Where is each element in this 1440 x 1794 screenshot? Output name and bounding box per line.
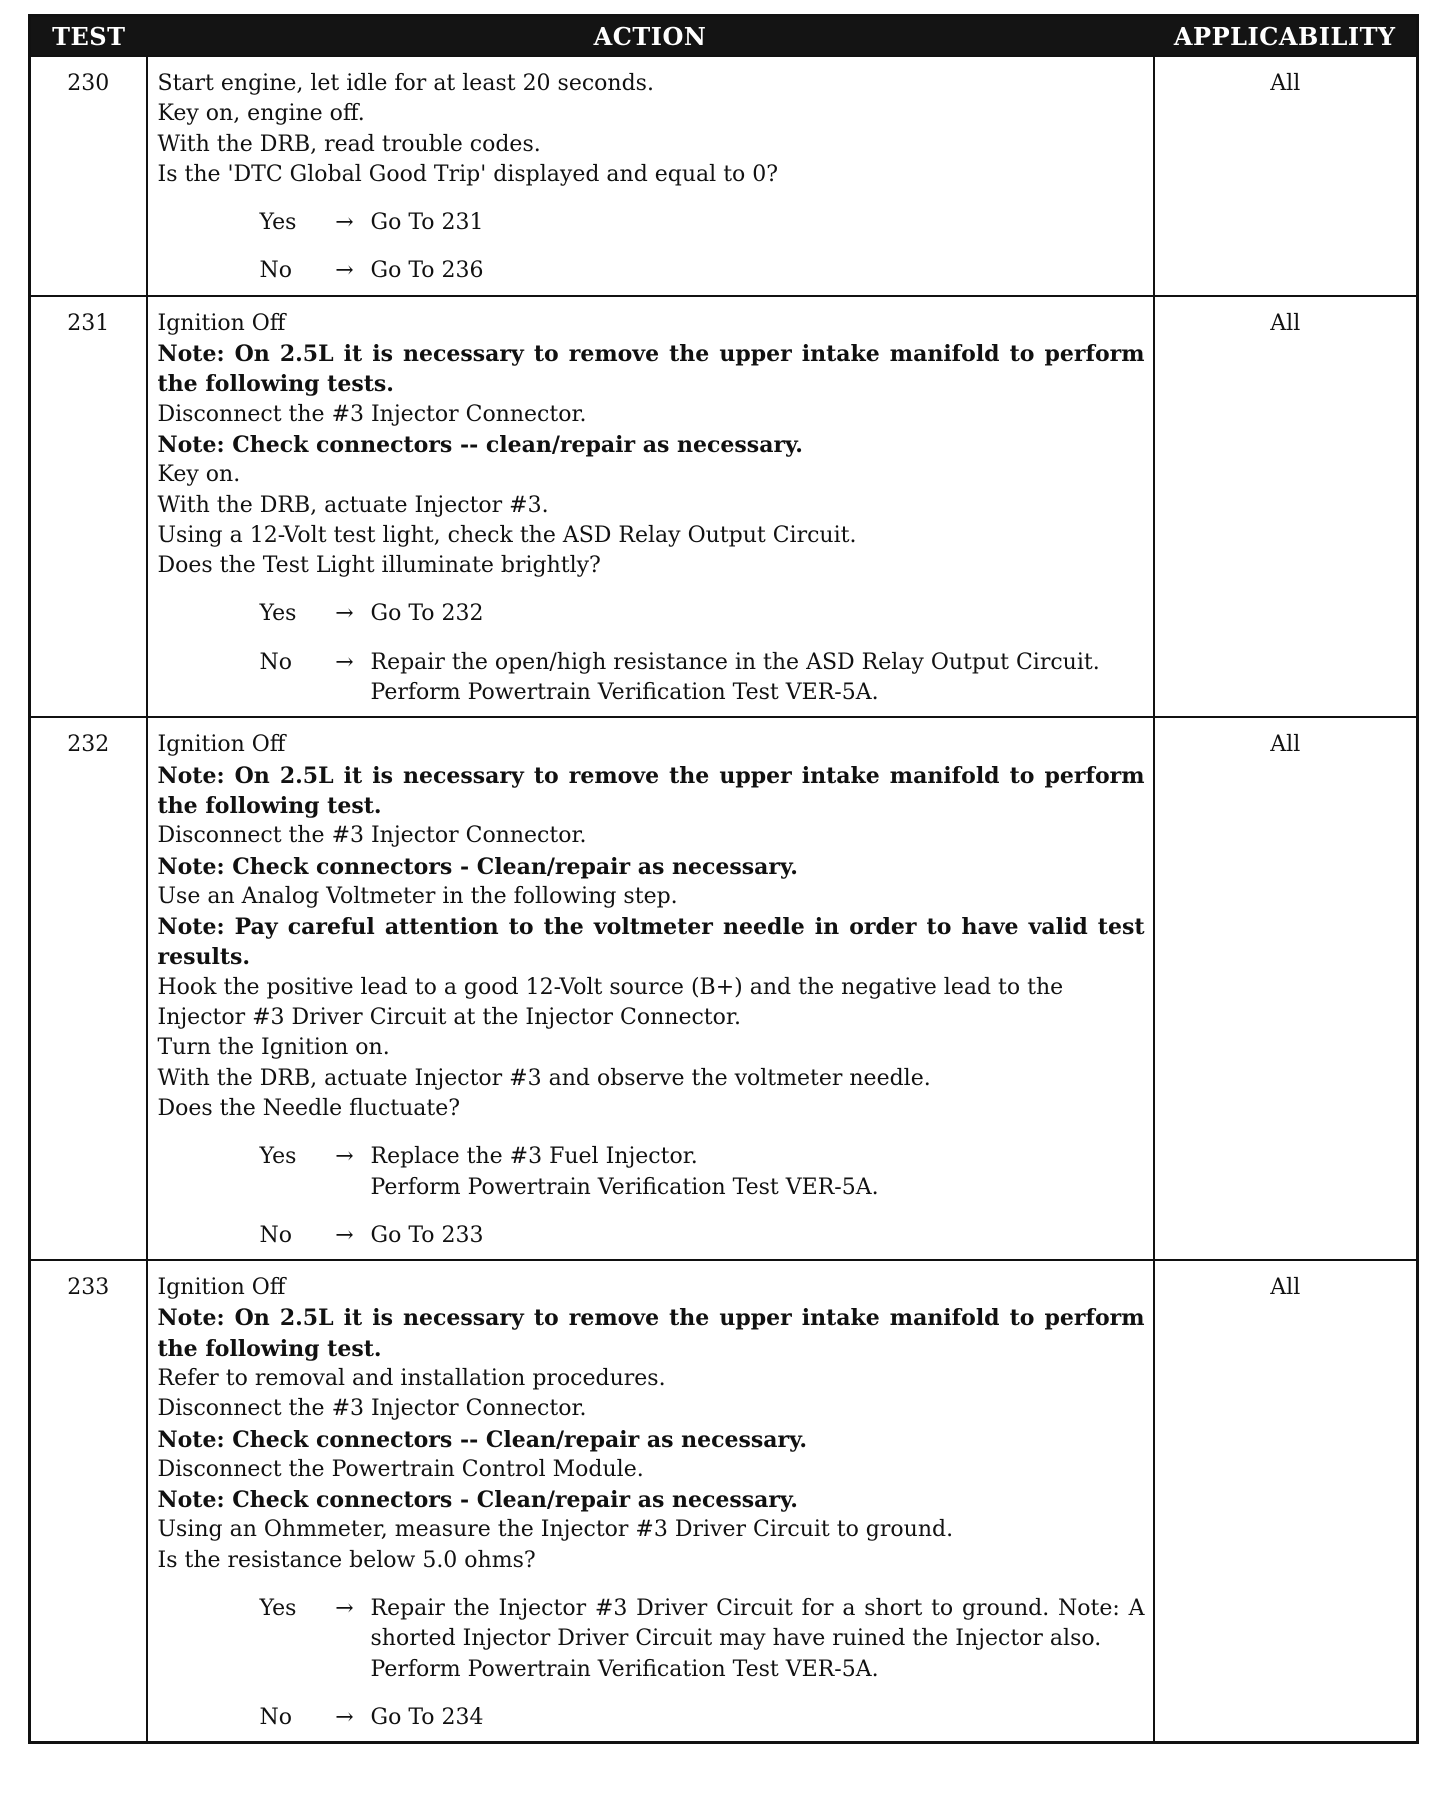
response-branches [158, 1594, 1145, 1733]
action-step: With the DRB, actuate Injector #3 and observe the voltmeter needle. [157, 1065, 931, 1091]
action-cell [147, 56, 1154, 296]
no-label: No [259, 1704, 292, 1730]
action-note: Note: On 2.5L it is necessary to remove the upper intake manifold to perform the following tests. [157, 341, 1145, 398]
arrow-right-icon: → [335, 1704, 354, 1730]
action-step: Ignition Off [157, 1275, 286, 1301]
yes-branch [158, 1142, 1145, 1203]
test-number: 233 [30, 1260, 147, 1743]
action-cell [147, 296, 1154, 718]
test-number: 230 [30, 56, 147, 296]
action-step: Disconnect the Powertrain Control Module. [157, 1456, 644, 1482]
action-step: Does the Test Light illuminate brightly? [157, 553, 601, 579]
action-step: Is the resistance below 5.0 ohms? [157, 1547, 536, 1573]
outcome-line: Repair the Injector #3 Driver Circuit for a short to ground. Note: A shorted Injector Driver Circuit may have ruined the Injector also. [370, 1596, 1145, 1652]
no-branch [158, 1221, 1145, 1251]
applicability-cell: All [1154, 717, 1418, 1260]
header-applicability: APPLICABILITY [1154, 16, 1418, 57]
action-cell [147, 717, 1154, 1260]
action-cell [147, 1260, 1154, 1743]
action-note: Note: Pay careful attention to the voltmeter needle in order to have valid test results. [157, 914, 1145, 971]
arrow-right-icon: → [335, 1596, 354, 1622]
action-step: Use an Analog Voltmeter in the following step. [157, 883, 678, 909]
action-step: Key on, engine off. [157, 101, 365, 127]
no-outcome [371, 256, 1145, 286]
action-note: Note: Check connectors -- Clean/repair as necessary. [157, 1426, 808, 1453]
yes-label: Yes [259, 1144, 297, 1170]
action-note: Note: On 2.5L it is necessary to remove the upper intake manifold to perform the following test. [157, 1305, 1145, 1362]
action-step: Refer to removal and installation procedures. [157, 1365, 666, 1391]
arrow-right-icon: → [335, 649, 354, 675]
no-label: No [259, 1222, 292, 1248]
response-branches [158, 1142, 1145, 1251]
yes-outcome [371, 599, 1145, 629]
table-row [30, 56, 1418, 296]
arrow-right-icon: → [335, 601, 354, 627]
no-outcome [371, 648, 1145, 709]
action-note: Note: Check connectors - Clean/repair as necessary. [157, 853, 798, 880]
action-note: Note: Check connectors - Clean/repair as necessary. [157, 1487, 798, 1514]
action-step: With the DRB, read trouble codes. [157, 131, 541, 157]
no-outcome [371, 1703, 1145, 1733]
applicability-cell: All [1154, 296, 1418, 718]
action-step: Ignition Off [157, 310, 286, 336]
action-step: With the DRB, actuate Injector #3. [157, 492, 549, 518]
table-row [30, 1260, 1418, 1743]
arrow-right-icon: → [335, 1144, 354, 1170]
outcome-line: Repair the open/high resistance in the ASD Relay Output Circuit. [370, 649, 1100, 675]
action-step: Ignition Off [157, 732, 286, 758]
no-label: No [259, 258, 292, 284]
action-step: Using an Ohmmeter, measure the Injector #3 Driver Circuit to ground. [157, 1517, 954, 1543]
no-branch [158, 256, 1145, 286]
applicability-cell: All [1154, 56, 1418, 296]
table-row [30, 717, 1418, 1260]
action-step: Disconnect the #3 Injector Connector. [157, 823, 587, 849]
yes-outcome [371, 1594, 1145, 1685]
action-step: Is the 'DTC Global Good Trip' displayed and equal to 0? [157, 161, 779, 187]
action-step: Does the Needle fluctuate? [157, 1095, 461, 1121]
action-step: Start engine, let idle for at least 20 seconds. [157, 71, 654, 96]
table-row [30, 296, 1418, 718]
outcome-line: Go To 234 [370, 1704, 484, 1730]
table-header [30, 16, 1418, 57]
yes-label: Yes [259, 210, 297, 236]
table-body [30, 56, 1418, 1743]
no-branch [158, 1703, 1145, 1733]
diagnostic-procedure-table [28, 14, 1419, 1744]
yes-branch [158, 599, 1145, 629]
outcome-line: Perform Powertrain Verification Test VER-5A. [370, 1656, 879, 1682]
outcome-line: Go To 233 [370, 1222, 484, 1248]
action-step: Using a 12-Volt test light, check the ASD Relay Output Circuit. [157, 522, 857, 548]
arrow-right-icon: → [335, 258, 354, 284]
yes-label: Yes [259, 601, 297, 627]
outcome-line: Go To 231 [370, 210, 484, 236]
action-step: Disconnect the #3 Injector Connector. [157, 401, 587, 427]
yes-outcome [371, 208, 1145, 238]
yes-outcome [371, 1142, 1145, 1203]
outcome-line: Perform Powertrain Verification Test VER-5A. [370, 680, 879, 706]
no-outcome [371, 1221, 1145, 1251]
response-branches [158, 208, 1145, 287]
action-step: Disconnect the #3 Injector Connector. [157, 1396, 587, 1422]
outcome-line: Go To 232 [370, 601, 484, 627]
action-note: Note: Check connectors -- clean/repair as necessary. [157, 431, 803, 458]
outcome-line: Replace the #3 Fuel Injector. [370, 1144, 698, 1170]
outcome-line: Go To 236 [370, 258, 484, 284]
outcome-line: Perform Powertrain Verification Test VER-5A. [370, 1174, 879, 1200]
yes-branch [158, 1594, 1145, 1685]
yes-branch [158, 208, 1145, 238]
no-branch [158, 648, 1145, 709]
arrow-right-icon: → [335, 1222, 354, 1248]
action-note: Note: On 2.5L it is necessary to remove the upper intake manifold to perform the following test. [157, 762, 1145, 819]
response-branches [158, 599, 1145, 708]
no-label: No [259, 649, 292, 675]
action-step: Hook the positive lead to a good 12-Volt source (B+) and the negative lead to the Injector #3 Driver Circuit at the Injector Connector. [157, 974, 1064, 1031]
test-number: 231 [30, 296, 147, 718]
yes-label: Yes [259, 1596, 297, 1622]
test-number: 232 [30, 717, 147, 1260]
applicability-cell: All [1154, 1260, 1418, 1743]
action-step: Turn the Ignition on. [157, 1035, 390, 1061]
header-action: ACTION [147, 16, 1154, 57]
header-test: TEST [30, 16, 147, 57]
arrow-right-icon: → [335, 210, 354, 236]
action-step: Key on. [157, 462, 241, 488]
procedure-document [28, 14, 1416, 1744]
